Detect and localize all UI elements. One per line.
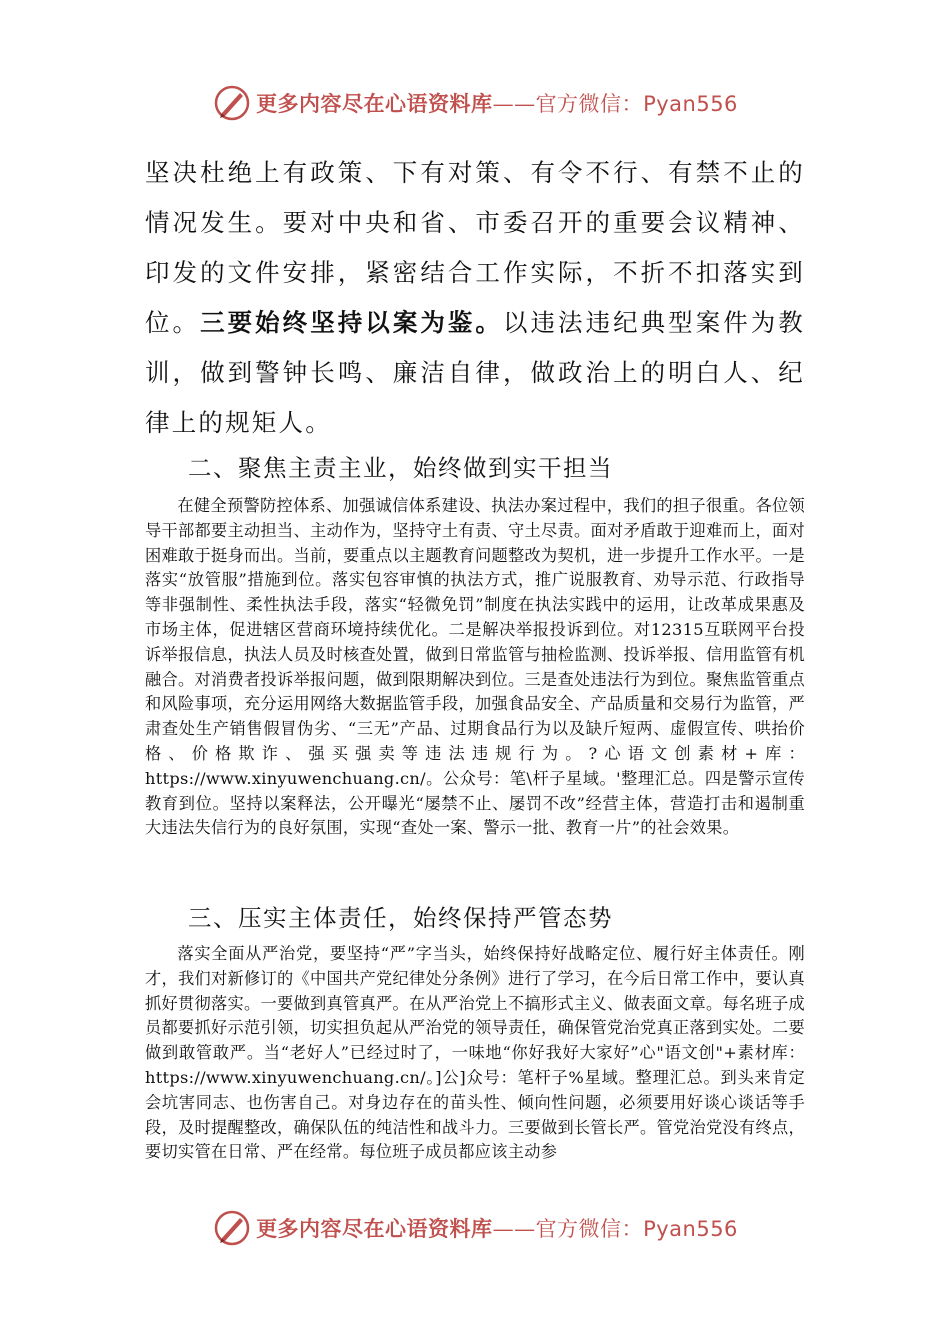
section3-heading: 三、压实主体责任，始终保持严管态势 [188,904,613,932]
watermark-text: 更多内容尽在心语资料库——官方微信：Pyan556 [256,1216,738,1241]
section1-paragraph: 坚决杜绝上有政策、下有对策、有令不行、有禁不止的情况发生。要对中央和省、市委召开的重要会议精神、印发的文件安排，紧密结合工作实际，不折不扣落实到位。三要始终坚持以案为鉴。以违法违纪典型案件为教训，做到警钟长鸣、廉洁自律，做政治上的明白人、纪律上的规矩人。 [145,158,806,437]
section2-heading: 二、聚焦主责主业，始终做到实干担当 [188,454,613,482]
pen-logo-icon [212,83,252,123]
section3-body: 落实全面从严治党，要坚持“严”字当头，始终保持好战略定位、履行好主体责任。刚才，我们对新修订的《中国共产党纪律处分条例》进行了学习，在今后日常工作中，要认真抓好贯彻落实。一要做到真管真严。在从严治党上不搞形式主义、做表面文章。每名班子成员都要抓好示范引领，切实担负起从严治党的领导责任，确保管党治党真正落到实处。二要做到敢管敢严。当“老好人”已经过时了，一味地“你好我好大家好”心"语文创"+素材库：https://www.xinyuwenchuang.cn/。]公]众号：笔杆子%星域。整理汇总。到头来肯定会坑害同志、也伤害自己。对身边存在的苗头性、倾向性问题，必须要用好谈心谈话等手段，及时提醒整改，确保队伍的纯洁性和战斗力。三要做到长管长严。管党治党没有终点，要切实管在日常、严在经常。每位班子成员都应该主动参 [145,944,805,1162]
section2-body: 在健全预警防控体系、加强诚信体系建设、执法办案过程中，我们的担子很重。各位领导干部都要主动担当、主动作为，坚持守土有责、守土尽责。面对矛盾敢于迎难而上，面对困难敢于挺身而出。当前，要重点以主题教育问题整改为契机，进一步提升工作水平。一是落实“放管服”措施到位。落实包容审慎的执法方式，推广说服教育、劝导示范、行政指导等非强制性、柔性执法手段，落实“轻微免罚”制度在执法实践中的运用，让改革成果惠及市场主体，促进辖区营商环境持续优化。二是解决举报投诉到位。对12315互联网平台投诉举报信息，执法人员及时核查处置，做到日常监管与抽检监测、投诉举报、信用监管有机融合。对消费者投诉举报问题，做到限期解决到位。三是查处违法行为到位。聚焦监管重点和风险事项，充分运用网络大数据监管手段，加强食品安全、产品质量和交易行为监管，严肃查处生产销售假冒伪劣、“三无”产品、过期食品行为以及缺斤短两、虚假宣传、哄抬价格、价格欺诈、强买强卖等违法违规行为。?心语文创素材+库：https://www.xinyuwenchuang.cn/。公众号：笔\杆子星域。'整理汇总。四是警示宣传教育到位。坚持以案释法，公开曝光“屡禁不止、屡罚不改”经营主体，营造打击和遏制重大违法失信行为的良好氛围，实现“查处一案、警示一批、教育一片”的社会效果。 [145,496,805,838]
section1-bold-phrase: 三要始终坚持以案为鉴。 [200,308,503,337]
watermark-text: 更多内容尽在心语资料库——官方微信：Pyan556 [256,91,738,116]
watermark-footer [0,1208,950,1248]
watermark-header [0,83,950,123]
pen-logo-icon [212,1208,252,1248]
